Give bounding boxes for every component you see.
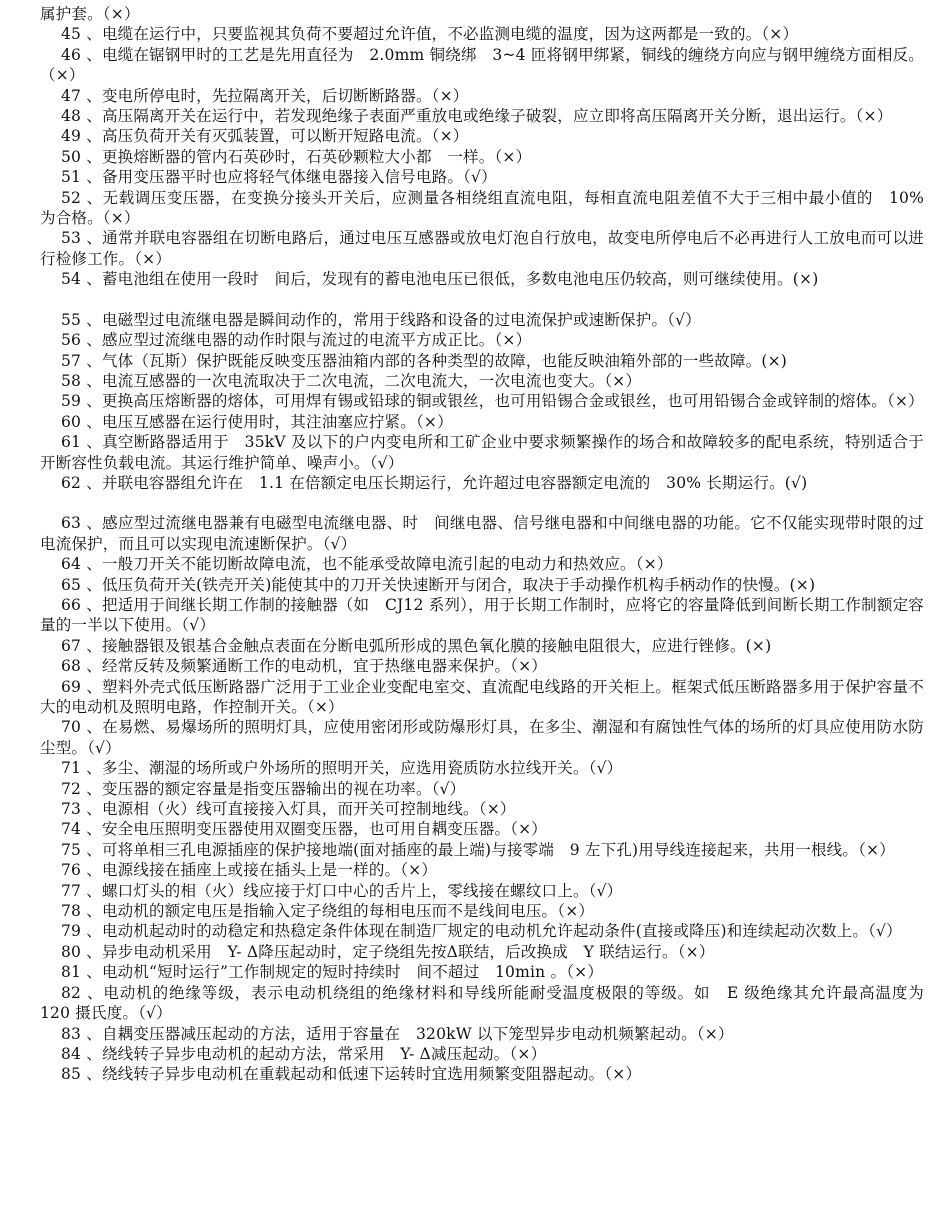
document-body (40, 4, 940, 1085)
question-item: 46 、电缆在锯钢甲时的工艺是先用直径为 2.0mm 铜绕绑 3~4 匝将钢甲绑紧，铜线的缠绕方向应与钢甲缠绕方面相反。（×） (40, 45, 924, 85)
question-item: 58 、电流互感器的一次电流取决于二次电流，二次电流大，一次电流也变大。（×） (61, 371, 642, 390)
question-item: 71 、多尘、潮湿的场所或户外场所的照明开关，应选用瓷质防水拉线开关。（√） (61, 759, 623, 778)
question-item: 77 、螺口灯头的相（火）线应接于灯口中心的舌片上，零线接在螺纹口上。（√） (61, 881, 623, 900)
question-item: 45 、电缆在运行中，只要监视其负荷不要超过允许值，不必监测电缆的温度，因为这两都是一致的。（×） (61, 25, 799, 44)
question-item: 74 、安全电压照明变压器使用双圈变压器，也可用自耦变压器。（×） (61, 820, 547, 839)
question-item: 48 、高压隔离开关在运行中，若发现绝缘子表面严重放电或绝缘子破裂，应立即将高压隔离开关分断，退出运行。（×） (61, 107, 893, 126)
question-item: 80 、异步电动机采用 Y- Δ降压起动时，定子绕组先按Δ联结，后改换成 Y 联结运行。（×） (61, 942, 715, 961)
question-item: 84 、绕线转子异步电动机的起动方法，常采用 Y- Δ减压起动。（×） (61, 1044, 547, 1063)
question-item: 70 、在易燃、易爆场所的照明灯具，应使用密闭形或防爆形灯具，在多尘、潮湿和有腐蚀性气体的场所的灯具应使用防水防尘型。（√） (40, 718, 924, 757)
question-item: 54 、蓄电池组在使用一段时 间后，发现有的蓄电池电压已很低，多数电池电压仍较高，则可继续使用。(×) (61, 270, 819, 289)
question-item: 51 、备用变压器平时也应将轻气体继电器接入信号电路。（√） (61, 168, 497, 187)
question-item: 57 、气体（瓦斯）保护既能反映变压器油箱内部的各种类型的故障，也能反映油箱外部的一些故障。(×) (61, 351, 788, 370)
question-item: 72 、变压器的额定容量是指变压器输出的视在功率。（√） (61, 779, 466, 798)
question-item: 78 、电动机的额定电压是指输入定子绕组的每相电压而不是线间电压。（×） (61, 902, 595, 921)
question-item: 59 、更换高压熔断器的熔体，可用焊有锡或铅球的铜或银丝，也可用铅锡合金或银丝，也可用铅锡合金或锌制的熔体。（×） (61, 392, 924, 411)
question-item: 73 、电源相（火）线可直接接入灯具，而开关可控制地线。（×） (61, 800, 516, 819)
question-item: 63 、感应型过流继电器兼有电磁型电流继电器、时 间继电器、信号继电器和中间继电器的功能。它不仅能实现带时限的过电流保护，而且可以实现电流速断保护。（√） (40, 514, 924, 553)
question-item: 76 、电源线接在插座上或接在插头上是一样的。（×） (61, 861, 438, 880)
question-item: 52 、无载调压变压器，在变换分接头开关后，应测量各相绕组直流电阻，每相直流电阻差值不大于三相中最小值的 10% 为合格。（×） (40, 188, 924, 228)
question-item: 68 、经常反转及频繁通断工作的电动机，宜于热继电器来保护。（×） (61, 657, 547, 676)
question-item: 82 、电动机的绝缘等级，表示电动机绕组的绝缘材料和导线所能耐受温度极限的等级。如 E 级绝缘其允许最高温度为 120 摄氏度。（√） (40, 983, 940, 1023)
question-item: 60 、电压互感器在运行使用时，其注油塞应拧紧。（×） (61, 412, 453, 431)
question-item: 69 、塑料外壳式低压断路器广泛用于工业企业变配电室交、直流配电线路的开关柜上。框架式低压断路器多用于保护容量不大的电动机及照明电路，作控制开关。（×） (40, 677, 924, 716)
question-item: 85 、绕线转子异步电动机在重载起动和低速下运转时宜选用频繁变阻器起动。（×） (61, 1065, 642, 1084)
question-item: 53 、通常并联电容器组在切断电路后，通过电压互感器或放电灯泡自行放电，故变电所停电后不必再进行人工放电而可以进行检修工作。（×） (40, 229, 924, 268)
question-item: 79 、电动机起动时的动稳定和热稳定条件体现在制造厂规定的电动机允许起动条件(直接或降压)和连续起动次数上。（√） (61, 922, 902, 941)
question-item: 属护套。（×） (40, 5, 140, 23)
question-item: 62 、并联电容器组允许在 1.1 在倍额定电压长期运行，允许超过电容器额定电流的 30% 长期运行。(√) (61, 473, 808, 492)
question-item: 65 、低压负荷开关(铁壳开关)能使其中的刀开关快速断开与闭合，取决于手动操作机构手柄动作的快慢。(×) (61, 575, 816, 594)
question-item: 64 、一般刀开关不能切断故障电流，也不能承受故障电流引起的电动力和热效应。（×） (61, 555, 673, 574)
question-item: 56 、感应型过流继电器的动作时限与流过的电流平方成正比。（×） (61, 331, 532, 350)
question-item: 83 、自耦变压器减压起动的方法，适用于容量在 320kW 以下笼型异步电动机频繁起动。（×） (61, 1024, 734, 1043)
question-item: 55 、电磁型过电流继电器是瞬间动作的，常用于线路和设备的过电流保护或速断保护。（√） (61, 310, 701, 329)
question-item: 75 、可将单相三孔电源插座的保护接地端(面对插座的最上端)与接零端 9 左下孔)用导线连接起来，共用一根线。（×） (61, 840, 895, 859)
question-item: 49 、高压负荷开关有灭弧装置，可以断开短路电流。（×） (61, 127, 469, 146)
question-item: 66 、把适用于间继长期工作制的接触器（如 CJ12 系列），用于长期工作制时，应将它的容量降低到间断长期工作制额定容量的一半以下使用。（√） (40, 595, 924, 635)
question-item: 81 、电动机“短时运行”工作制规定的短时持续时 间不超过 10min 。（×） (61, 963, 604, 982)
question-item: 47 、变电所停电时，先拉隔离开关，后切断断路器。（×） (61, 86, 469, 105)
question-item: 67 、接触器银及银基合金触点表面在分断电弧所形成的黑色氧化膜的接触电阻很大，应进行锉修。(×) (61, 636, 772, 655)
question-item: 50 、更换熔断器的管内石英砂时，石英砂颗粒大小都 一样。（×） (61, 147, 532, 166)
question-item: 61 、真空断路器适用于 35kV 及以下的户内变电所和工矿企业中要求频繁操作的场合和故障较多的配电系统，特别适合于开断容性负载电流。其运行维护简单、噪声小。（√） (40, 433, 924, 472)
